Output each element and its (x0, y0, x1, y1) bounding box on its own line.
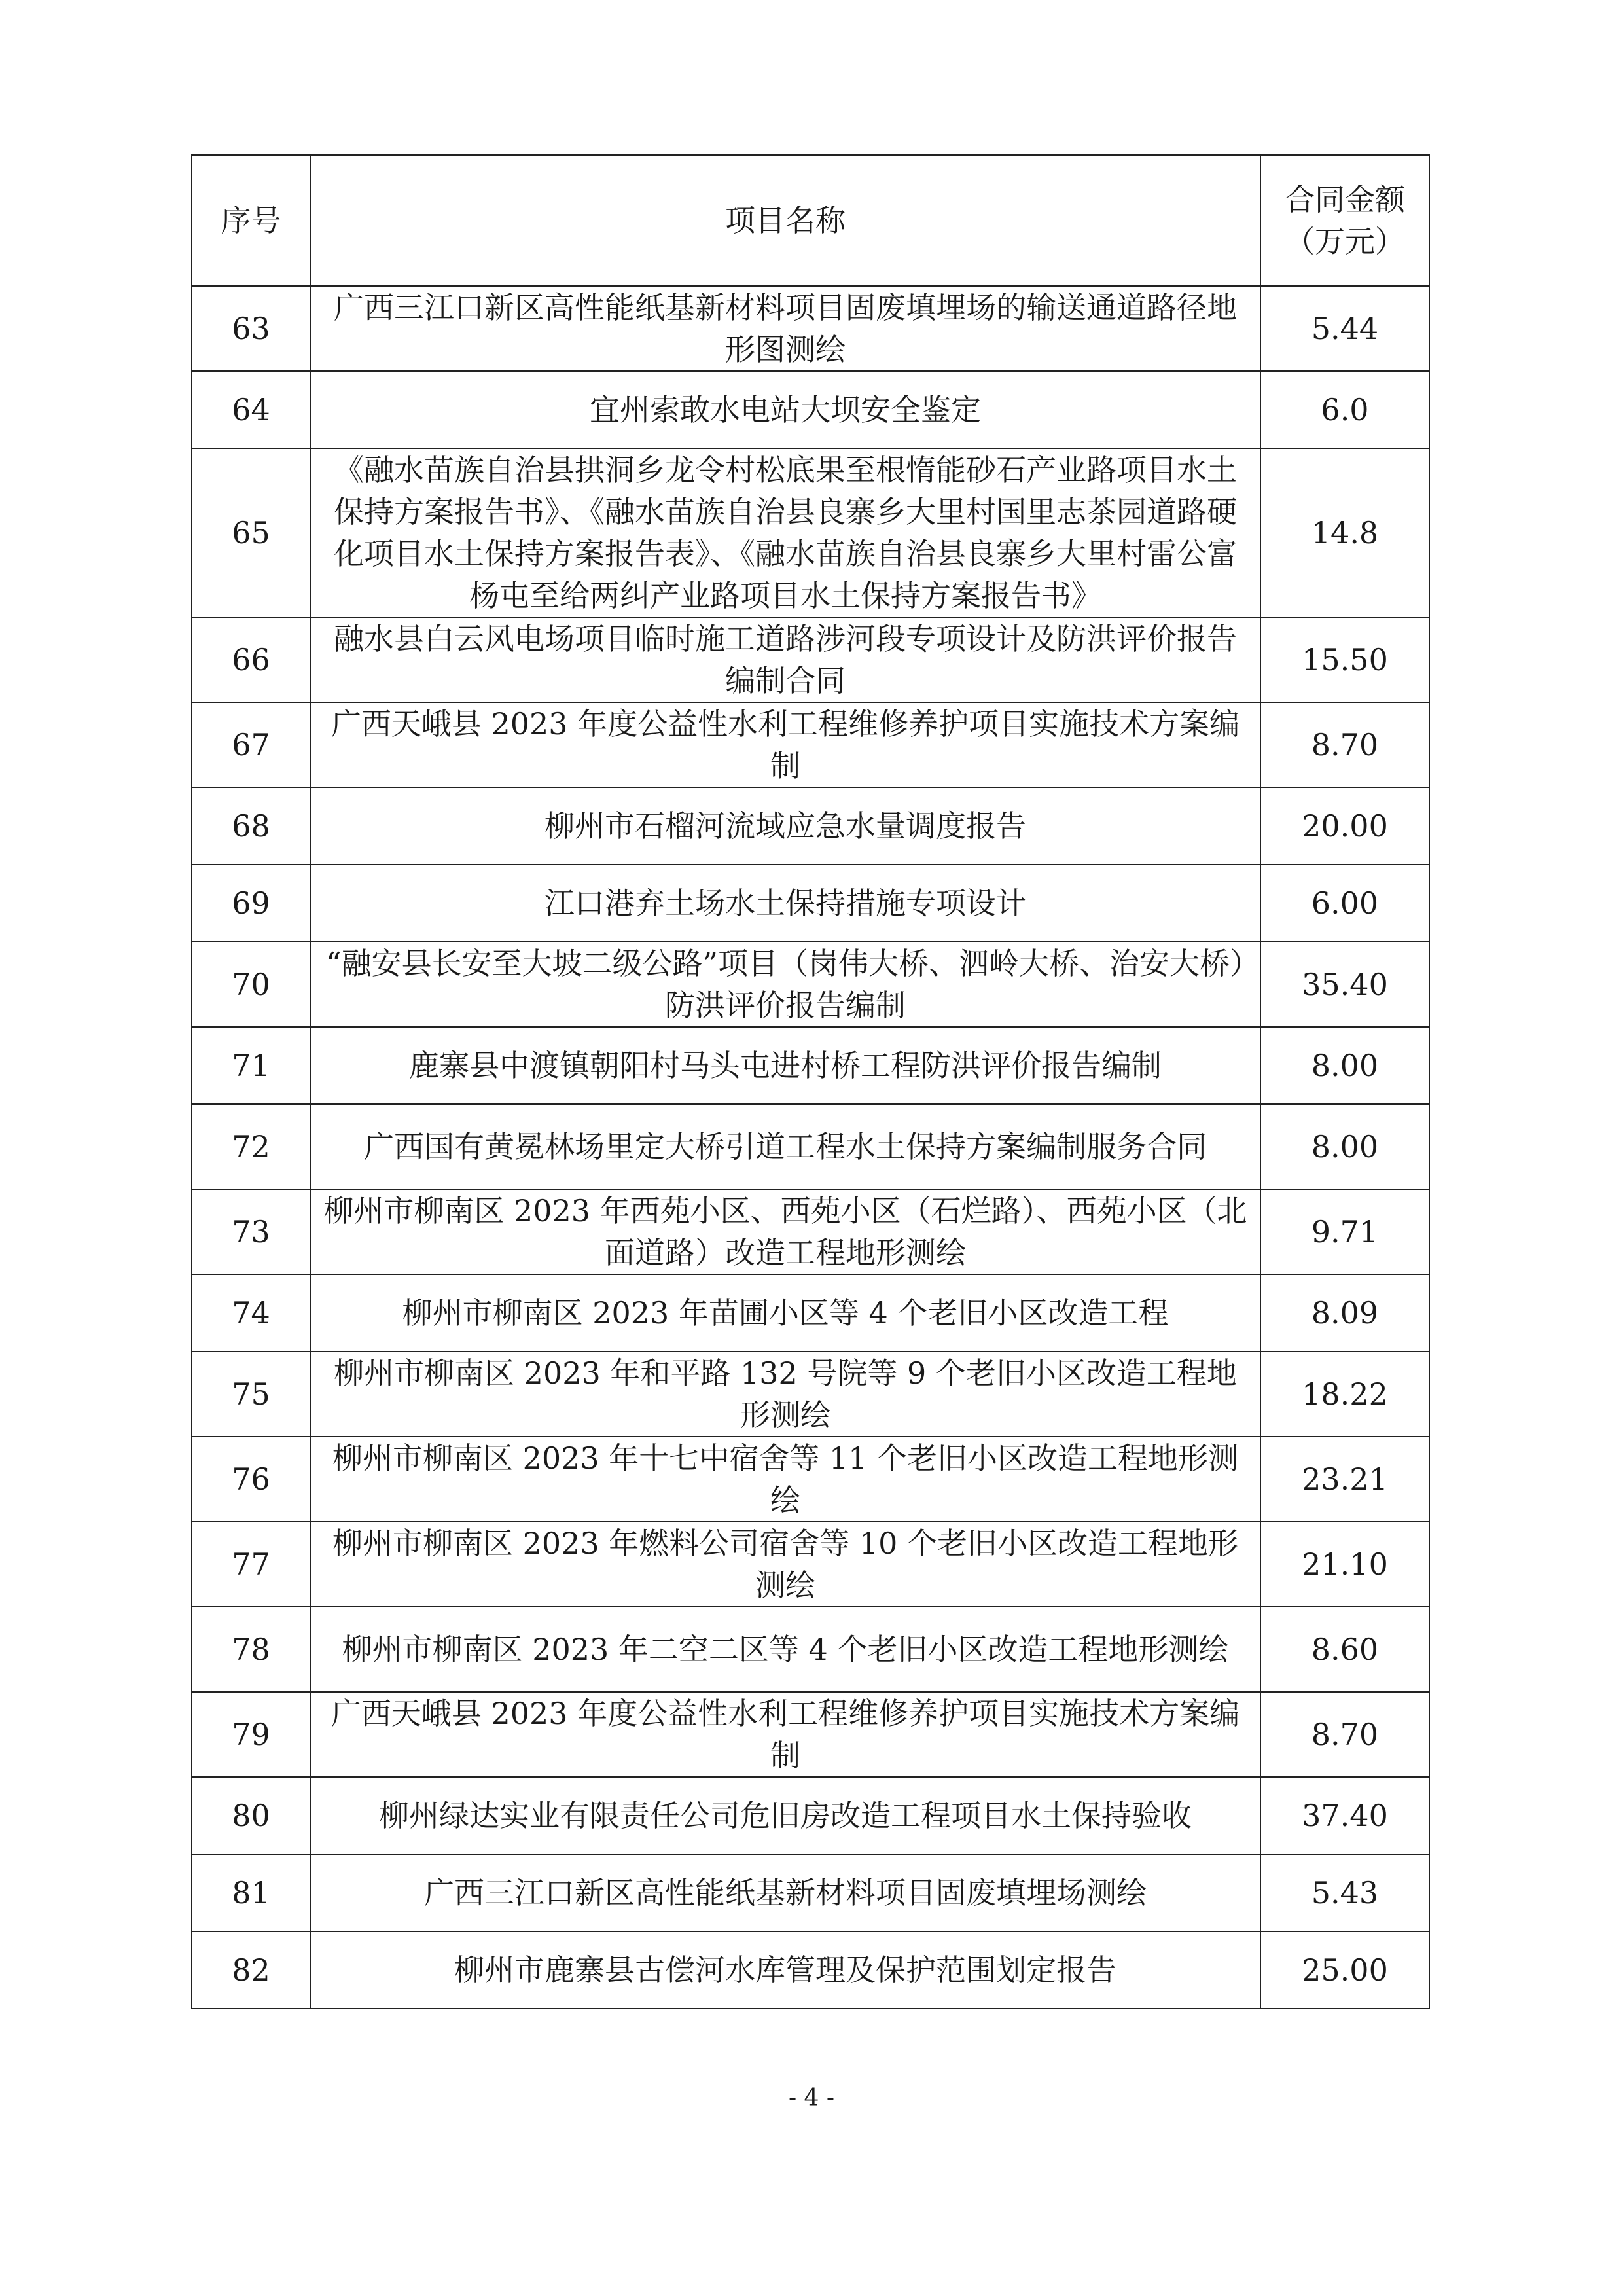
table-row (192, 617, 1429, 702)
row-project-name: 江口港弃土场水土保持措施专项设计 (310, 865, 1260, 942)
table-row (192, 1027, 1429, 1104)
row-serial-number: 73 (192, 1189, 310, 1274)
row-serial-number: 76 (192, 1437, 310, 1522)
table-row (192, 1607, 1429, 1692)
table-row (192, 1854, 1429, 1931)
row-project-name: 柳州市柳南区 2023 年燃料公司宿舍等 10 个老旧小区改造工程地形测绘 (310, 1522, 1260, 1607)
row-contract-amount: 5.43 (1260, 1854, 1429, 1931)
row-project-name: 广西三江口新区高性能纸基新材料项目固废填埋场的输送通道路径地形图测绘 (310, 286, 1260, 371)
table-row (192, 286, 1429, 371)
table-row (192, 1437, 1429, 1522)
table-header-row (192, 155, 1429, 286)
row-project-name: 柳州绿达实业有限责任公司危旧房改造工程项目水土保持验收 (310, 1777, 1260, 1854)
row-project-name: 融水县白云风电场项目临时施工道路涉河段专项设计及防洪评价报告编制合同 (310, 617, 1260, 702)
row-project-name: 柳州市柳南区 2023 年西苑小区、西苑小区（石烂路）、西苑小区（北面道路）改造工程地形测绘 (310, 1189, 1260, 1274)
table-row (192, 702, 1429, 787)
row-serial-number: 71 (192, 1027, 310, 1104)
row-project-name: 柳州市柳南区 2023 年二空二区等 4 个老旧小区改造工程地形测绘 (310, 1607, 1260, 1692)
row-contract-amount: 20.00 (1260, 787, 1429, 865)
row-project-name: 宜州索敢水电站大坝安全鉴定 (310, 371, 1260, 448)
row-contract-amount: 8.70 (1260, 702, 1429, 787)
table-row (192, 1274, 1429, 1352)
table-row (192, 1931, 1429, 2009)
table-row (192, 371, 1429, 448)
row-project-name: 柳州市鹿寨县古偿河水库管理及保护范围划定报告 (310, 1931, 1260, 2009)
row-serial-number: 81 (192, 1854, 310, 1931)
row-contract-amount: 25.00 (1260, 1931, 1429, 2009)
row-contract-amount: 8.09 (1260, 1274, 1429, 1352)
row-contract-amount: 15.50 (1260, 617, 1429, 702)
header-serial-number: 序号 (192, 155, 310, 286)
row-project-name: 柳州市石榴河流域应急水量调度报告 (310, 787, 1260, 865)
row-contract-amount: 14.8 (1260, 448, 1429, 617)
row-contract-amount: 21.10 (1260, 1522, 1429, 1607)
table-row (192, 1104, 1429, 1189)
row-project-name: 广西天峨县 2023 年度公益性水利工程维修养护项目实施技术方案编制 (310, 1692, 1260, 1777)
row-serial-number: 70 (192, 942, 310, 1027)
row-serial-number: 69 (192, 865, 310, 942)
row-project-name: 广西国有黄冕林场里定大桥引道工程水土保持方案编制服务合同 (310, 1104, 1260, 1189)
row-serial-number: 82 (192, 1931, 310, 2009)
header-contract-amount (1260, 155, 1429, 286)
table-row (192, 1777, 1429, 1854)
row-serial-number: 80 (192, 1777, 310, 1854)
row-contract-amount: 6.00 (1260, 865, 1429, 942)
row-serial-number: 68 (192, 787, 310, 865)
table-row (192, 787, 1429, 865)
row-contract-amount: 23.21 (1260, 1437, 1429, 1522)
row-contract-amount: 18.22 (1260, 1352, 1429, 1437)
header-amount-label: 合同金额 (1285, 182, 1405, 217)
row-serial-number: 72 (192, 1104, 310, 1189)
page-number: - 4 - (788, 2085, 835, 2111)
row-project-name: 广西三江口新区高性能纸基新材料项目固废填埋场测绘 (310, 1854, 1260, 1931)
table-row (192, 1352, 1429, 1437)
row-serial-number: 65 (192, 448, 310, 617)
row-serial-number: 66 (192, 617, 310, 702)
row-serial-number: 63 (192, 286, 310, 371)
row-contract-amount: 6.0 (1260, 371, 1429, 448)
row-serial-number: 75 (192, 1352, 310, 1437)
row-contract-amount: 35.40 (1260, 942, 1429, 1027)
table-row (192, 942, 1429, 1027)
row-serial-number: 64 (192, 371, 310, 448)
row-contract-amount: 8.70 (1260, 1692, 1429, 1777)
row-serial-number: 79 (192, 1692, 310, 1777)
row-contract-amount: 9.71 (1260, 1189, 1429, 1274)
header-project-name: 项目名称 (310, 155, 1260, 286)
row-serial-number: 77 (192, 1522, 310, 1607)
row-contract-amount: 8.60 (1260, 1607, 1429, 1692)
table-row (192, 1692, 1429, 1777)
row-serial-number: 74 (192, 1274, 310, 1352)
row-project-name: 《融水苗族自治县拱洞乡龙令村松底果至根惰能砂石产业路项目水土保持方案报告书》、《融水苗族自治县良寨乡大里村国里志茶园道路硬化项目水土保持方案报告表》、《融水苗族自治县良寨乡大里村雷公富杨屯至给两纠产业路项目水土保持方案报告书》 (310, 448, 1260, 617)
table-row (192, 448, 1429, 617)
row-serial-number: 78 (192, 1607, 310, 1692)
header-amount-unit: （万元） (1285, 224, 1405, 259)
table-row (192, 1522, 1429, 1607)
row-serial-number: 67 (192, 702, 310, 787)
row-contract-amount: 8.00 (1260, 1027, 1429, 1104)
row-project-name: 柳州市柳南区 2023 年十七中宿舍等 11 个老旧小区改造工程地形测绘 (310, 1437, 1260, 1522)
contracts-table (191, 154, 1430, 2009)
row-project-name: 鹿寨县中渡镇朝阳村马头屯进村桥工程防洪评价报告编制 (310, 1027, 1260, 1104)
row-project-name: 柳州市柳南区 2023 年和平路 132 号院等 9 个老旧小区改造工程地形测绘 (310, 1352, 1260, 1437)
row-project-name: “融安县长安至大坡二级公路”项目（岗伟大桥、泗岭大桥、治安大桥）防洪评价报告编制 (310, 942, 1260, 1027)
row-contract-amount: 5.44 (1260, 286, 1429, 371)
table-row (192, 1189, 1429, 1274)
row-contract-amount: 37.40 (1260, 1777, 1429, 1854)
row-project-name: 广西天峨县 2023 年度公益性水利工程维修养护项目实施技术方案编制 (310, 702, 1260, 787)
row-project-name: 柳州市柳南区 2023 年苗圃小区等 4 个老旧小区改造工程 (310, 1274, 1260, 1352)
table-row (192, 865, 1429, 942)
row-contract-amount: 8.00 (1260, 1104, 1429, 1189)
